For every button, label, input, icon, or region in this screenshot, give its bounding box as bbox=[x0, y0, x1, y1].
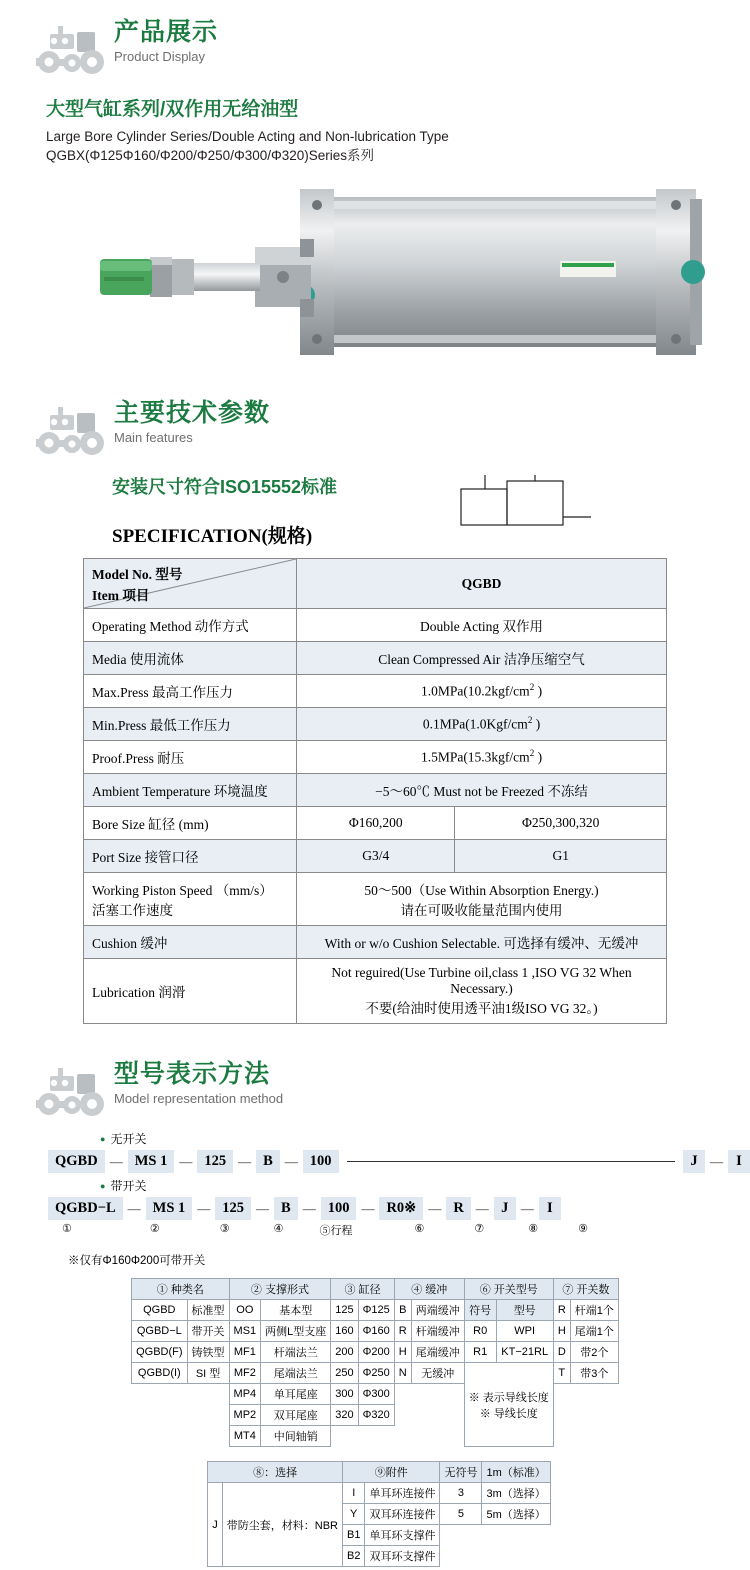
opt-kind-code: QGBD(I) bbox=[132, 1363, 187, 1384]
spec-row-value: $0.1MPa(1.0Kgf/cm^2$ ) bbox=[297, 708, 667, 741]
opt-cushion-code: B bbox=[394, 1300, 411, 1321]
spec-row-value-1: Φ160,200 bbox=[297, 807, 455, 840]
spec-row-label: Ambient Temperature 环境温度 bbox=[84, 774, 297, 807]
spec-row bbox=[84, 873, 667, 926]
model-code-box: 100 bbox=[321, 1197, 357, 1220]
opt-bore-name: Φ320 bbox=[358, 1405, 394, 1426]
bullet-icon: ● bbox=[100, 1133, 106, 1144]
section-title-cn-2: 主要技术参数 bbox=[114, 399, 271, 427]
spec-row-label: Proof.Press 耐压 bbox=[84, 741, 297, 774]
model-code-box: B bbox=[274, 1197, 298, 1220]
opt2-len-name: 5m（选择） bbox=[482, 1504, 550, 1525]
opt-count-code: D bbox=[553, 1342, 570, 1363]
opt2-header-8: ⑧：选择 bbox=[208, 1462, 343, 1483]
opt-switch-model: WPI bbox=[496, 1321, 553, 1342]
spec-row-label: Cushion 缓冲 bbox=[84, 926, 297, 959]
opt-kind-name: SI 型 bbox=[187, 1363, 229, 1384]
model-code-index: ④ bbox=[273, 1223, 284, 1235]
opt-bore-code: 125 bbox=[331, 1300, 358, 1321]
section-title-en-2: Main features bbox=[114, 430, 193, 445]
opt-count-empty bbox=[553, 1384, 618, 1447]
opt2-acc-name: 单耳环连接件 bbox=[365, 1483, 440, 1504]
opt2-acc-code: I bbox=[342, 1483, 364, 1504]
opt-kind-empty bbox=[132, 1384, 229, 1447]
opt-support-name: 双耳尾座 bbox=[261, 1405, 331, 1426]
section-header-main-features bbox=[0, 399, 750, 459]
model-footnote: ※仅有Φ160Φ200可带开关 bbox=[68, 1255, 206, 1267]
model-code-box: QGBD−L bbox=[48, 1197, 123, 1220]
opt-support-name: 两侧L型支座 bbox=[261, 1321, 331, 1342]
model-code-dash: — bbox=[475, 1200, 489, 1216]
model-code-box: J bbox=[683, 1150, 705, 1173]
opt-bore-name: Φ200 bbox=[358, 1342, 394, 1363]
opt-cushion-empty bbox=[394, 1384, 464, 1447]
spec-row bbox=[84, 741, 667, 774]
opt-support-code: MT4 bbox=[229, 1426, 261, 1447]
opt-support-name: 尾端法兰 bbox=[261, 1363, 331, 1384]
spec-row-value: Clean Compressed Air 洁净压缩空气 bbox=[297, 642, 667, 675]
opt-cushion-code: R bbox=[394, 1321, 411, 1342]
model-code-box: R bbox=[446, 1197, 470, 1220]
spec-row-label: Max.Press 最高工作压力 bbox=[84, 675, 297, 708]
model-code-dash: — bbox=[302, 1200, 316, 1216]
spec-row bbox=[84, 774, 667, 807]
gear-robot-icon bbox=[32, 22, 110, 78]
spec-model-label: Model No. 型号 bbox=[92, 567, 183, 582]
spec-row-value: $1.5MPa(15.3kgf/cm^2$ ) bbox=[297, 741, 667, 774]
model-code-index: ② bbox=[149, 1223, 160, 1235]
model-code-box: 100 bbox=[303, 1150, 339, 1173]
opt-support-name: 单耳尾座 bbox=[261, 1384, 331, 1405]
model-code-box: 125 bbox=[215, 1197, 251, 1220]
model-code-dash: — bbox=[197, 1200, 211, 1216]
model-line1-note: 无开关 bbox=[110, 1132, 147, 1146]
opt-header-count: ⑦ 开关数 bbox=[553, 1279, 618, 1300]
spec-row-label: Port Size 接管口径 bbox=[84, 840, 297, 873]
opt2-acc-name: 双耳环支撑件 bbox=[365, 1546, 440, 1567]
opt-kind-code: QGBD(F) bbox=[132, 1342, 187, 1363]
opt-support-code: MP4 bbox=[229, 1384, 261, 1405]
spec-row-value: −5～60℃ Must not be Freezed 不冻结 bbox=[297, 774, 667, 807]
specification-table bbox=[83, 558, 667, 1024]
option-table-2 bbox=[207, 1461, 550, 1567]
opt-cushion-name: 两端缓冲 bbox=[411, 1300, 464, 1321]
opt-bore-code: 320 bbox=[331, 1405, 358, 1426]
opt-support-name: 杆端法兰 bbox=[261, 1342, 331, 1363]
spec-row-value: With or w/o Cushion Selectable. 可选择有缓冲、无缓冲 bbox=[297, 926, 667, 959]
model-code-index: ⑧ bbox=[528, 1223, 539, 1235]
product-title-series: QGBX(Φ125Φ160/Φ200/Φ250/Φ300/Φ320)Series系列 bbox=[46, 148, 375, 163]
opt-cushion-code: H bbox=[394, 1342, 411, 1363]
model-code-dash: — bbox=[710, 1153, 723, 1169]
opt-kind-code: QGBD bbox=[132, 1300, 187, 1321]
spec-row-label: Bore Size 缸径 (mm) bbox=[84, 807, 297, 840]
model-line2-note: 带开关 bbox=[110, 1179, 147, 1193]
opt-bore-code: 300 bbox=[331, 1384, 358, 1405]
model-code-dash: — bbox=[238, 1153, 252, 1169]
opt-switch-model: KT−21RL bbox=[496, 1342, 553, 1363]
opt-support-code: MP2 bbox=[229, 1405, 261, 1426]
product-image bbox=[0, 177, 750, 377]
spec-row-value-1: G3/4 bbox=[297, 840, 455, 873]
option-table-2-wrap bbox=[0, 1461, 750, 1567]
model-code-connector bbox=[347, 1161, 676, 1162]
option-table-1-wrap bbox=[0, 1278, 750, 1447]
section-title-en: Product Display bbox=[114, 49, 206, 64]
spec-row-value: Not reguired(Use Turbine oil,class 1 ,ISO VG 32 When Necessary.) 不要(给油时使用透平油1级ISO VG 32。) bbox=[297, 959, 667, 1024]
opt-kind-name: 标准型 bbox=[187, 1300, 229, 1321]
model-code-dash: — bbox=[520, 1200, 534, 1216]
opt2-row8-code: J bbox=[208, 1483, 223, 1567]
spec-row-value: Double Acting 双作用 bbox=[297, 609, 667, 642]
model-code-index: ⑥ bbox=[414, 1223, 425, 1235]
opt-bore-name: Φ160 bbox=[358, 1321, 394, 1342]
opt-count-name: 尾端1个 bbox=[570, 1321, 618, 1342]
spec-row bbox=[84, 926, 667, 959]
model-code-index: ③ bbox=[219, 1223, 230, 1235]
model-code-box: MS 1 bbox=[128, 1150, 175, 1173]
opt-cushion-name: 杆端缓冲 bbox=[411, 1321, 464, 1342]
model-code-box: R0※ bbox=[379, 1197, 423, 1220]
section-header-model-method bbox=[0, 1060, 750, 1120]
opt-bore-name: Φ125 bbox=[358, 1300, 394, 1321]
opt-support-code: MS1 bbox=[229, 1321, 261, 1342]
spec-row-value-2: G1 bbox=[455, 840, 667, 873]
model-code-dash: — bbox=[179, 1153, 193, 1169]
model-code-dash: — bbox=[256, 1200, 270, 1216]
model-code-dash: — bbox=[428, 1200, 442, 1216]
opt-header-bore: ③ 缸径 bbox=[331, 1279, 395, 1300]
opt2-row bbox=[208, 1483, 550, 1504]
opt-row bbox=[132, 1300, 619, 1321]
opt2-acc-code: Y bbox=[342, 1504, 364, 1525]
spec-row bbox=[84, 642, 667, 675]
opt-kind-code: QGBD−L bbox=[132, 1321, 187, 1342]
model-code-box: 125 bbox=[197, 1150, 233, 1173]
gear-robot-icon-3 bbox=[32, 1064, 110, 1120]
model-code-box: MS 1 bbox=[146, 1197, 193, 1220]
spec-row-value: $1.0MPa(10.2kgf/cm^2$ ) bbox=[297, 675, 667, 708]
model-code-dash: — bbox=[109, 1153, 123, 1169]
opt-row bbox=[132, 1342, 619, 1363]
spec-row bbox=[84, 609, 667, 642]
opt-cushion-name: 尾端缓冲 bbox=[411, 1342, 464, 1363]
opt2-len-code: 5 bbox=[440, 1504, 482, 1525]
opt2-header-9: ⑨附件 bbox=[342, 1462, 439, 1483]
model-code-box: J bbox=[494, 1197, 516, 1220]
opt-support-code: OO bbox=[229, 1300, 261, 1321]
spec-row bbox=[84, 708, 667, 741]
spec-model-item-header bbox=[84, 559, 297, 609]
section-title-cn: 产品展示 bbox=[114, 18, 219, 46]
model-code-line-2 bbox=[0, 1197, 750, 1220]
model-code-index: ⑦ bbox=[474, 1223, 485, 1235]
opt-count-code: T bbox=[553, 1363, 570, 1384]
opt-header-support: ② 支撑形式 bbox=[229, 1279, 331, 1300]
model-code-line-1 bbox=[0, 1150, 750, 1173]
model-code-dash: — bbox=[284, 1153, 298, 1169]
opt-bore-name: Φ250 bbox=[358, 1363, 394, 1384]
model-code-dash: — bbox=[127, 1200, 141, 1216]
opt2-acc-name: 单耳环支撑件 bbox=[365, 1525, 440, 1546]
model-code-index: ① bbox=[62, 1223, 72, 1235]
model-code-box: I bbox=[728, 1150, 750, 1173]
model-code-numbers bbox=[0, 1222, 750, 1238]
product-title-en: Large Bore Cylinder Series/Double Acting and Non-lubrication Type bbox=[46, 129, 449, 144]
opt2-header-nosign: 无符号 bbox=[440, 1462, 482, 1483]
opt-bore-name: Φ300 bbox=[358, 1384, 394, 1405]
opt2-row8-name: 带防尘套，材料：NBR bbox=[222, 1483, 342, 1567]
opt-switch-model-header: 型号 bbox=[496, 1300, 553, 1321]
spec-row bbox=[84, 840, 667, 873]
spec-row-label: Operating Method 动作方式 bbox=[84, 609, 297, 642]
opt-support-code: MF1 bbox=[229, 1342, 261, 1363]
opt-count-name: 杆端1个 bbox=[570, 1300, 618, 1321]
section-title-en-3: Model representation method bbox=[114, 1091, 284, 1106]
opt-support-name: 基本型 bbox=[261, 1300, 331, 1321]
opt-kind-name: 带开关 bbox=[187, 1321, 229, 1342]
opt2-len-empty bbox=[440, 1525, 550, 1567]
spec-item-label: Item 项目 bbox=[92, 588, 150, 603]
opt-count-code: R bbox=[553, 1300, 570, 1321]
spec-header-row bbox=[84, 559, 667, 609]
product-title-cn: 大型气缸系列/双作用无给油型 bbox=[46, 99, 299, 120]
opt-bore-code: 250 bbox=[331, 1363, 358, 1384]
model-code-box: QGBD bbox=[48, 1150, 105, 1173]
opt-row bbox=[132, 1363, 619, 1384]
opt-bore-code: 160 bbox=[331, 1321, 358, 1342]
opt-cushion-name: 无缓冲 bbox=[411, 1363, 464, 1384]
opt-bore-empty bbox=[331, 1426, 395, 1447]
opt-count-name: 带3个 bbox=[570, 1363, 618, 1384]
bullet-icon-2: ● bbox=[100, 1180, 106, 1191]
opt-count-name: 带2个 bbox=[570, 1342, 618, 1363]
model-line1-note-row bbox=[0, 1130, 750, 1147]
section-header-product-display bbox=[0, 18, 750, 78]
opt-count-code: H bbox=[553, 1321, 570, 1342]
opt-header-row bbox=[132, 1279, 619, 1300]
opt-row bbox=[132, 1321, 619, 1342]
model-code-dash: — bbox=[361, 1200, 375, 1216]
model-code-box: I bbox=[539, 1197, 561, 1220]
opt-switch-sym-header: 符号 bbox=[464, 1300, 496, 1321]
spec-row-label: Working Piston Speed （mm/s） 活塞工作速度 bbox=[84, 873, 297, 926]
spec-row-label: Min.Press 最低工作压力 bbox=[84, 708, 297, 741]
page-root bbox=[0, 18, 750, 1567]
opt-switch-sym: R0 bbox=[464, 1321, 496, 1342]
spec-row bbox=[84, 959, 667, 1024]
opt2-acc-code: B1 bbox=[342, 1525, 364, 1546]
opt-support-code: MF2 bbox=[229, 1363, 261, 1384]
opt-support-name: 中间轴销 bbox=[261, 1426, 331, 1447]
spec-row-label: Lubrication 润滑 bbox=[84, 959, 297, 1024]
opt2-acc-code: B2 bbox=[342, 1546, 364, 1567]
spec-row bbox=[84, 675, 667, 708]
cylinder-diagram bbox=[455, 473, 595, 548]
model-code-index: ⑤行程 bbox=[319, 1225, 353, 1237]
gear-robot-icon-2 bbox=[32, 403, 110, 459]
opt2-header-1m: 1m（标准） bbox=[482, 1462, 550, 1483]
opt-switch-sym: R1 bbox=[464, 1342, 496, 1363]
iso-standard-line: 安装尺寸符合ISO15552标准 bbox=[112, 477, 338, 497]
model-code-box: B bbox=[256, 1150, 280, 1173]
model-line2-note-row bbox=[0, 1177, 750, 1194]
opt-cushion-code: N bbox=[394, 1363, 411, 1384]
spec-row-value: 50～500（Use Within Absorption Energy.) 请在可吸收能量范围内使用 bbox=[297, 873, 667, 926]
opt2-len-name: 3m（选择） bbox=[482, 1483, 550, 1504]
opt-header-cushion: ④ 缓冲 bbox=[394, 1279, 464, 1300]
spec-row-value-2: Φ250,300,320 bbox=[455, 807, 667, 840]
spec-model-value: QGBD bbox=[297, 559, 667, 609]
opt-header-switch: ⑥ 开关型号 bbox=[464, 1279, 553, 1300]
opt2-len-code: 3 bbox=[440, 1483, 482, 1504]
model-code-index: ⑨ bbox=[578, 1223, 588, 1235]
opt2-acc-name: 双耳环连接件 bbox=[365, 1504, 440, 1525]
opt-kind-name: 铸铁型 bbox=[187, 1342, 229, 1363]
spec-row bbox=[84, 807, 667, 840]
option-table-1 bbox=[131, 1278, 619, 1447]
opt2-header-row bbox=[208, 1462, 550, 1483]
section-title-cn-3: 型号表示方法 bbox=[114, 1060, 271, 1088]
opt-header-kind: ① 种类名 bbox=[132, 1279, 229, 1300]
spec-row-label: Media 使用流体 bbox=[84, 642, 297, 675]
spec-title: SPECIFICATION(规格) bbox=[112, 526, 313, 547]
model-representation bbox=[0, 1130, 750, 1268]
opt-bore-code: 200 bbox=[331, 1342, 358, 1363]
opt-switch-note: ※ 表示导线长度 ※ 导线长度 bbox=[464, 1363, 553, 1447]
